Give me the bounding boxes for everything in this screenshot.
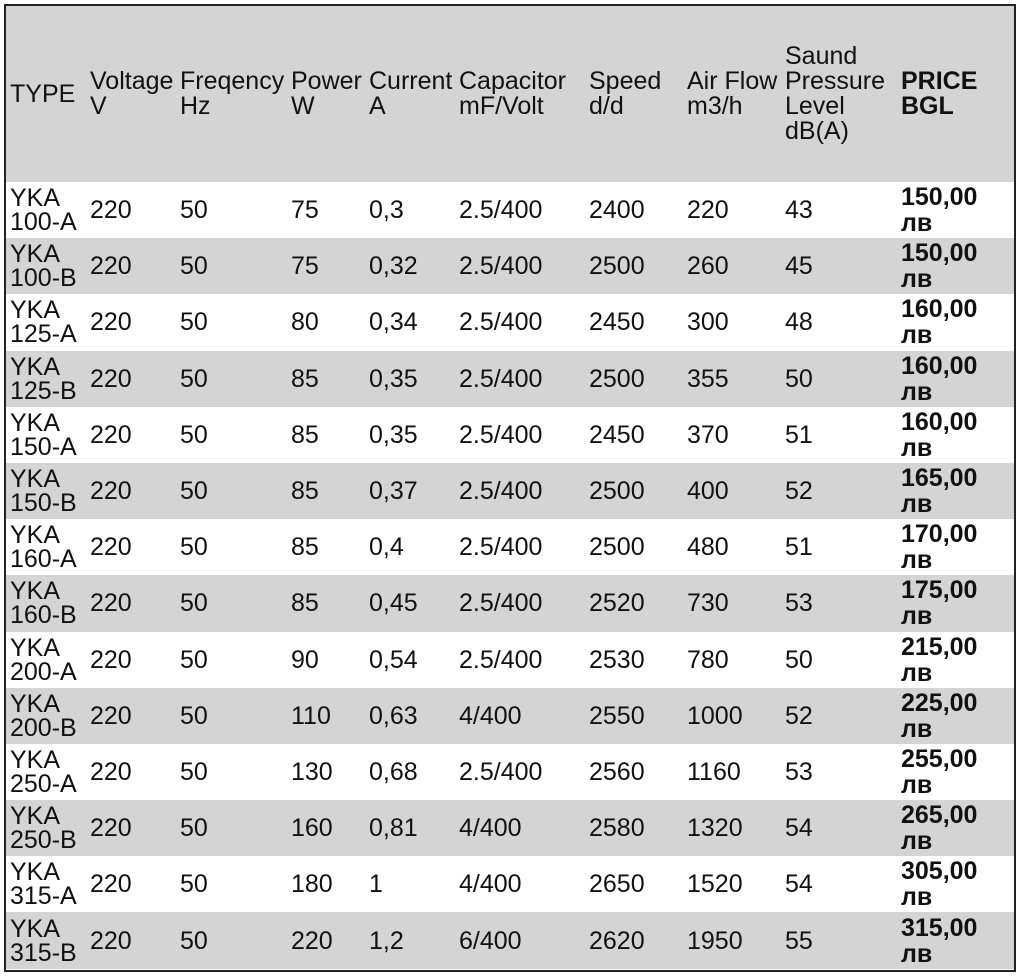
- cell-current: 0,63: [369, 701, 418, 730]
- cell-current: 0,4: [369, 533, 404, 562]
- cell-price-line: 225,00: [901, 688, 978, 717]
- cell-current: 0,35: [369, 420, 418, 449]
- cell-sound: 53: [785, 757, 813, 786]
- cell-speed: 2400: [589, 196, 645, 225]
- cell-price: [897, 294, 1014, 350]
- cell-sound: 50: [785, 364, 813, 393]
- cell-frequency: 50: [180, 477, 208, 506]
- table-row: [6, 575, 1014, 631]
- cell-frequency: 50: [180, 645, 208, 674]
- cell-capacitor: 2.5/400: [459, 645, 543, 674]
- cell-price: [897, 688, 1014, 744]
- cell-airflow: 400: [687, 477, 729, 506]
- cell-type-line: YKA: [10, 521, 61, 550]
- cell-current: 0,54: [369, 645, 418, 674]
- cell-current: 1: [369, 870, 383, 899]
- cell-current: 0,3: [369, 196, 404, 225]
- cell-power: 85: [291, 589, 319, 618]
- cell-price-line: 165,00: [901, 464, 978, 493]
- cell-current: 0,37: [369, 477, 418, 506]
- table-row: [6, 744, 1014, 800]
- cell-current: 0,35: [369, 364, 418, 393]
- header-power-line: Power: [291, 67, 362, 95]
- header-power: [287, 6, 365, 182]
- header-airflow: [683, 6, 781, 182]
- cell-power: 85: [291, 420, 319, 449]
- cell-voltage: 220: [90, 252, 132, 281]
- cell-type-line: 160-B: [10, 601, 77, 630]
- cell-airflow: 1160: [687, 757, 741, 786]
- cell-power: 220: [291, 926, 333, 955]
- cell-type-line: 160-A: [10, 545, 77, 574]
- cell-speed: 2520: [589, 589, 645, 618]
- header-sound-line: Level: [785, 92, 845, 120]
- cell-price: [897, 351, 1014, 407]
- cell-type-line: YKA: [10, 802, 61, 831]
- cell-airflow: 260: [687, 252, 729, 281]
- table-row: [6, 519, 1014, 575]
- cell-voltage: 220: [90, 420, 132, 449]
- table-row: [6, 294, 1014, 350]
- cell-power: 85: [291, 477, 319, 506]
- cell-voltage: 220: [90, 814, 132, 843]
- cell-frequency: 50: [180, 252, 208, 281]
- cell-type-line: YKA: [10, 184, 61, 213]
- table-row: [6, 182, 1014, 238]
- cell-speed: 2650: [589, 870, 645, 899]
- cell-frequency: 50: [180, 589, 208, 618]
- cell-price-line: 150,00: [901, 239, 978, 268]
- header-sound-line: Saund: [785, 42, 858, 70]
- cell-type-line: 100-B: [10, 264, 77, 293]
- cell-voltage: 220: [90, 364, 132, 393]
- header-airflow-line: m3/h: [687, 92, 743, 120]
- cell-type-line: YKA: [10, 408, 61, 437]
- price-table-frame: [4, 4, 1016, 972]
- cell-type-line: 100-A: [10, 208, 77, 237]
- cell-speed: 2530: [589, 645, 645, 674]
- cell-price-line: 160,00: [901, 351, 978, 380]
- cell-sound: 52: [785, 477, 813, 506]
- cell-type: [6, 182, 86, 238]
- cell-capacitor: 2.5/400: [459, 196, 543, 225]
- cell-capacitor: 4/400: [459, 814, 522, 843]
- cell-speed: 2500: [589, 533, 645, 562]
- header-speed-line: Speed: [589, 67, 662, 95]
- cell-type: [6, 744, 86, 800]
- cell-type-line: 315-B: [10, 938, 77, 967]
- cell-sound: 51: [785, 533, 813, 562]
- cell-sound: 51: [785, 420, 813, 449]
- cell-current: 0,32: [369, 252, 418, 281]
- header-row: [6, 6, 1014, 182]
- cell-capacitor: 2.5/400: [459, 420, 543, 449]
- cell-capacitor: 6/400: [459, 926, 522, 955]
- header-frequency-line: Freqency: [180, 67, 285, 95]
- cell-price: [897, 856, 1014, 912]
- header-price: [897, 6, 1014, 182]
- cell-type-line: YKA: [10, 240, 61, 269]
- cell-sound: 52: [785, 701, 813, 730]
- header-current: [365, 6, 455, 182]
- cell-type: [6, 463, 86, 519]
- cell-frequency: 50: [180, 364, 208, 393]
- cell-type: [6, 294, 86, 350]
- table-row: [6, 463, 1014, 519]
- cell-price-line: лв: [901, 209, 933, 238]
- cell-type: [6, 688, 86, 744]
- cell-voltage: 220: [90, 308, 132, 337]
- cell-power: 85: [291, 533, 319, 562]
- cell-capacitor: 4/400: [459, 701, 522, 730]
- cell-airflow: 1320: [687, 814, 743, 843]
- cell-voltage: 220: [90, 645, 132, 674]
- cell-type-line: YKA: [10, 914, 61, 943]
- cell-price: [897, 632, 1014, 688]
- cell-type-line: YKA: [10, 296, 61, 325]
- header-sound-line: Pressure: [785, 67, 886, 95]
- header-type-line: TYPE: [10, 79, 76, 108]
- cell-power: 110: [291, 701, 331, 730]
- cell-sound: 54: [785, 814, 813, 843]
- cell-current: 0,81: [369, 814, 418, 843]
- cell-price-line: 175,00: [901, 576, 978, 605]
- cell-voltage: 220: [90, 757, 132, 786]
- cell-price-line: лв: [901, 883, 933, 912]
- cell-price: [897, 519, 1014, 575]
- fan-price-table: [6, 6, 1014, 969]
- cell-price: [897, 238, 1014, 294]
- header-voltage-line: V: [90, 92, 107, 120]
- cell-frequency: 50: [180, 420, 208, 449]
- cell-price-line: лв: [901, 658, 933, 687]
- header-capacitor-line: mF/Volt: [459, 92, 544, 120]
- cell-sound: 55: [785, 926, 813, 955]
- cell-power: 160: [291, 814, 333, 843]
- cell-voltage: 220: [90, 926, 132, 955]
- cell-voltage: 220: [90, 533, 132, 562]
- cell-airflow: 480: [687, 533, 729, 562]
- table-body: [6, 182, 1014, 969]
- cell-airflow: 370: [687, 420, 729, 449]
- cell-price-line: 305,00: [901, 857, 978, 886]
- header-price-line: PRICE: [901, 67, 978, 95]
- cell-price-line: лв: [901, 265, 933, 294]
- cell-speed: 2620: [589, 926, 645, 955]
- cell-airflow: 780: [687, 645, 729, 674]
- cell-price-line: лв: [901, 714, 933, 743]
- cell-sound: 45: [785, 252, 813, 281]
- cell-price: [897, 744, 1014, 800]
- cell-type: [6, 912, 86, 968]
- header-capacitor: [455, 6, 585, 182]
- cell-airflow: 730: [687, 589, 729, 618]
- header-frequency: [176, 6, 287, 182]
- table-row: [6, 856, 1014, 912]
- cell-price-line: 315,00: [901, 913, 978, 942]
- cell-speed: 2500: [589, 364, 645, 393]
- table-row: [6, 800, 1014, 856]
- cell-price-line: лв: [901, 939, 933, 968]
- cell-frequency: 50: [180, 757, 208, 786]
- cell-price: [897, 182, 1014, 238]
- cell-airflow: 1000: [687, 701, 743, 730]
- cell-type: [6, 632, 86, 688]
- cell-sound: 53: [785, 589, 813, 618]
- cell-capacitor: 2.5/400: [459, 308, 543, 337]
- table-row: [6, 688, 1014, 744]
- cell-price: [897, 800, 1014, 856]
- cell-voltage: 220: [90, 589, 132, 618]
- cell-speed: 2450: [589, 308, 645, 337]
- cell-airflow: 220: [687, 196, 729, 225]
- cell-speed: 2580: [589, 814, 645, 843]
- cell-speed: 2560: [589, 757, 645, 786]
- header-voltage-line: Voltage: [90, 67, 174, 95]
- cell-airflow: 300: [687, 308, 729, 337]
- cell-price-line: 255,00: [901, 744, 978, 773]
- cell-type-line: 150-B: [10, 489, 77, 518]
- cell-price-line: лв: [901, 377, 933, 406]
- table-row: [6, 351, 1014, 407]
- cell-speed: 2500: [589, 477, 645, 506]
- cell-price-line: 170,00: [901, 520, 978, 549]
- cell-power: 75: [291, 196, 319, 225]
- cell-current: 0,34: [369, 308, 418, 337]
- cell-power: 80: [291, 308, 319, 337]
- cell-capacitor: 2.5/400: [459, 533, 543, 562]
- cell-type-line: YKA: [10, 858, 61, 887]
- cell-type-line: 315-A: [10, 882, 77, 911]
- header-speed-line: d/d: [589, 92, 624, 120]
- cell-capacitor: 4/400: [459, 870, 522, 899]
- cell-power: 75: [291, 252, 319, 281]
- cell-airflow: 355: [687, 364, 729, 393]
- cell-airflow: 1520: [687, 870, 743, 899]
- cell-current: 1,2: [369, 926, 404, 955]
- cell-type-line: YKA: [10, 352, 61, 381]
- header-sound-line: dB(A): [785, 117, 849, 145]
- cell-sound: 50: [785, 645, 813, 674]
- cell-sound: 48: [785, 308, 813, 337]
- cell-type-line: YKA: [10, 465, 61, 494]
- cell-type-line: YKA: [10, 633, 61, 662]
- cell-voltage: 220: [90, 870, 132, 899]
- cell-type-line: YKA: [10, 577, 61, 606]
- cell-price: [897, 912, 1014, 968]
- cell-voltage: 220: [90, 701, 132, 730]
- cell-type: [6, 800, 86, 856]
- cell-type: [6, 856, 86, 912]
- cell-power: 130: [291, 757, 333, 786]
- cell-capacitor: 2.5/400: [459, 589, 543, 618]
- cell-type: [6, 351, 86, 407]
- cell-price-line: лв: [901, 827, 933, 856]
- table-row: [6, 632, 1014, 688]
- cell-speed: 2550: [589, 701, 645, 730]
- cell-current: 0,68: [369, 757, 418, 786]
- header-speed: [585, 6, 683, 182]
- cell-price-line: лв: [901, 546, 933, 575]
- header-voltage: [86, 6, 176, 182]
- table-row: [6, 407, 1014, 463]
- cell-sound: 43: [785, 196, 813, 225]
- cell-power: 180: [291, 870, 333, 899]
- cell-price: [897, 575, 1014, 631]
- cell-capacitor: 2.5/400: [459, 757, 543, 786]
- cell-type-line: YKA: [10, 745, 61, 774]
- header-price-line: BGL: [901, 92, 954, 120]
- cell-type: [6, 575, 86, 631]
- header-airflow-line: Air Flow: [687, 67, 778, 95]
- cell-type-line: YKA: [10, 689, 61, 718]
- cell-capacitor: 2.5/400: [459, 364, 543, 393]
- cell-type: [6, 407, 86, 463]
- cell-airflow: 1950: [687, 926, 743, 955]
- cell-frequency: 50: [180, 701, 208, 730]
- cell-type-line: 125-B: [10, 376, 77, 405]
- cell-price: [897, 463, 1014, 519]
- cell-voltage: 220: [90, 196, 132, 225]
- cell-capacitor: 2.5/400: [459, 252, 543, 281]
- cell-frequency: 50: [180, 926, 208, 955]
- header-frequency-line: Hz: [180, 92, 211, 120]
- cell-type-line: 200-A: [10, 657, 77, 686]
- cell-type-line: 250-B: [10, 826, 77, 855]
- cell-frequency: 50: [180, 533, 208, 562]
- cell-power: 85: [291, 364, 319, 393]
- header-current-line: A: [369, 92, 386, 120]
- cell-speed: 2450: [589, 420, 645, 449]
- cell-type-line: 125-A: [10, 320, 77, 349]
- cell-price-line: 265,00: [901, 801, 978, 830]
- cell-price-line: лв: [901, 490, 933, 519]
- cell-current: 0,45: [369, 589, 418, 618]
- header-capacitor-line: Capacitor: [459, 67, 566, 95]
- cell-price-line: 160,00: [901, 295, 978, 324]
- cell-price: [897, 407, 1014, 463]
- cell-type: [6, 519, 86, 575]
- cell-sound: 54: [785, 870, 813, 899]
- cell-frequency: 50: [180, 196, 208, 225]
- cell-price-line: 160,00: [901, 407, 978, 436]
- header-power-line: W: [291, 92, 315, 120]
- cell-type-line: 250-A: [10, 769, 77, 798]
- cell-price-line: лв: [901, 321, 933, 350]
- header-current-line: Current: [369, 67, 453, 95]
- cell-frequency: 50: [180, 308, 208, 337]
- header-type: [6, 6, 86, 182]
- table-row: [6, 912, 1014, 968]
- cell-voltage: 220: [90, 477, 132, 506]
- cell-frequency: 50: [180, 870, 208, 899]
- cell-type-line: 150-A: [10, 432, 77, 461]
- cell-type-line: 200-B: [10, 713, 77, 742]
- cell-price-line: 150,00: [901, 183, 978, 212]
- cell-frequency: 50: [180, 814, 208, 843]
- cell-price-line: лв: [901, 602, 933, 631]
- cell-power: 90: [291, 645, 319, 674]
- header-sound: [781, 6, 897, 182]
- cell-speed: 2500: [589, 252, 645, 281]
- cell-type: [6, 238, 86, 294]
- table-row: [6, 238, 1014, 294]
- cell-capacitor: 2.5/400: [459, 477, 543, 506]
- cell-price-line: лв: [901, 433, 933, 462]
- cell-price-line: 215,00: [901, 632, 978, 661]
- cell-price-line: лв: [901, 770, 933, 799]
